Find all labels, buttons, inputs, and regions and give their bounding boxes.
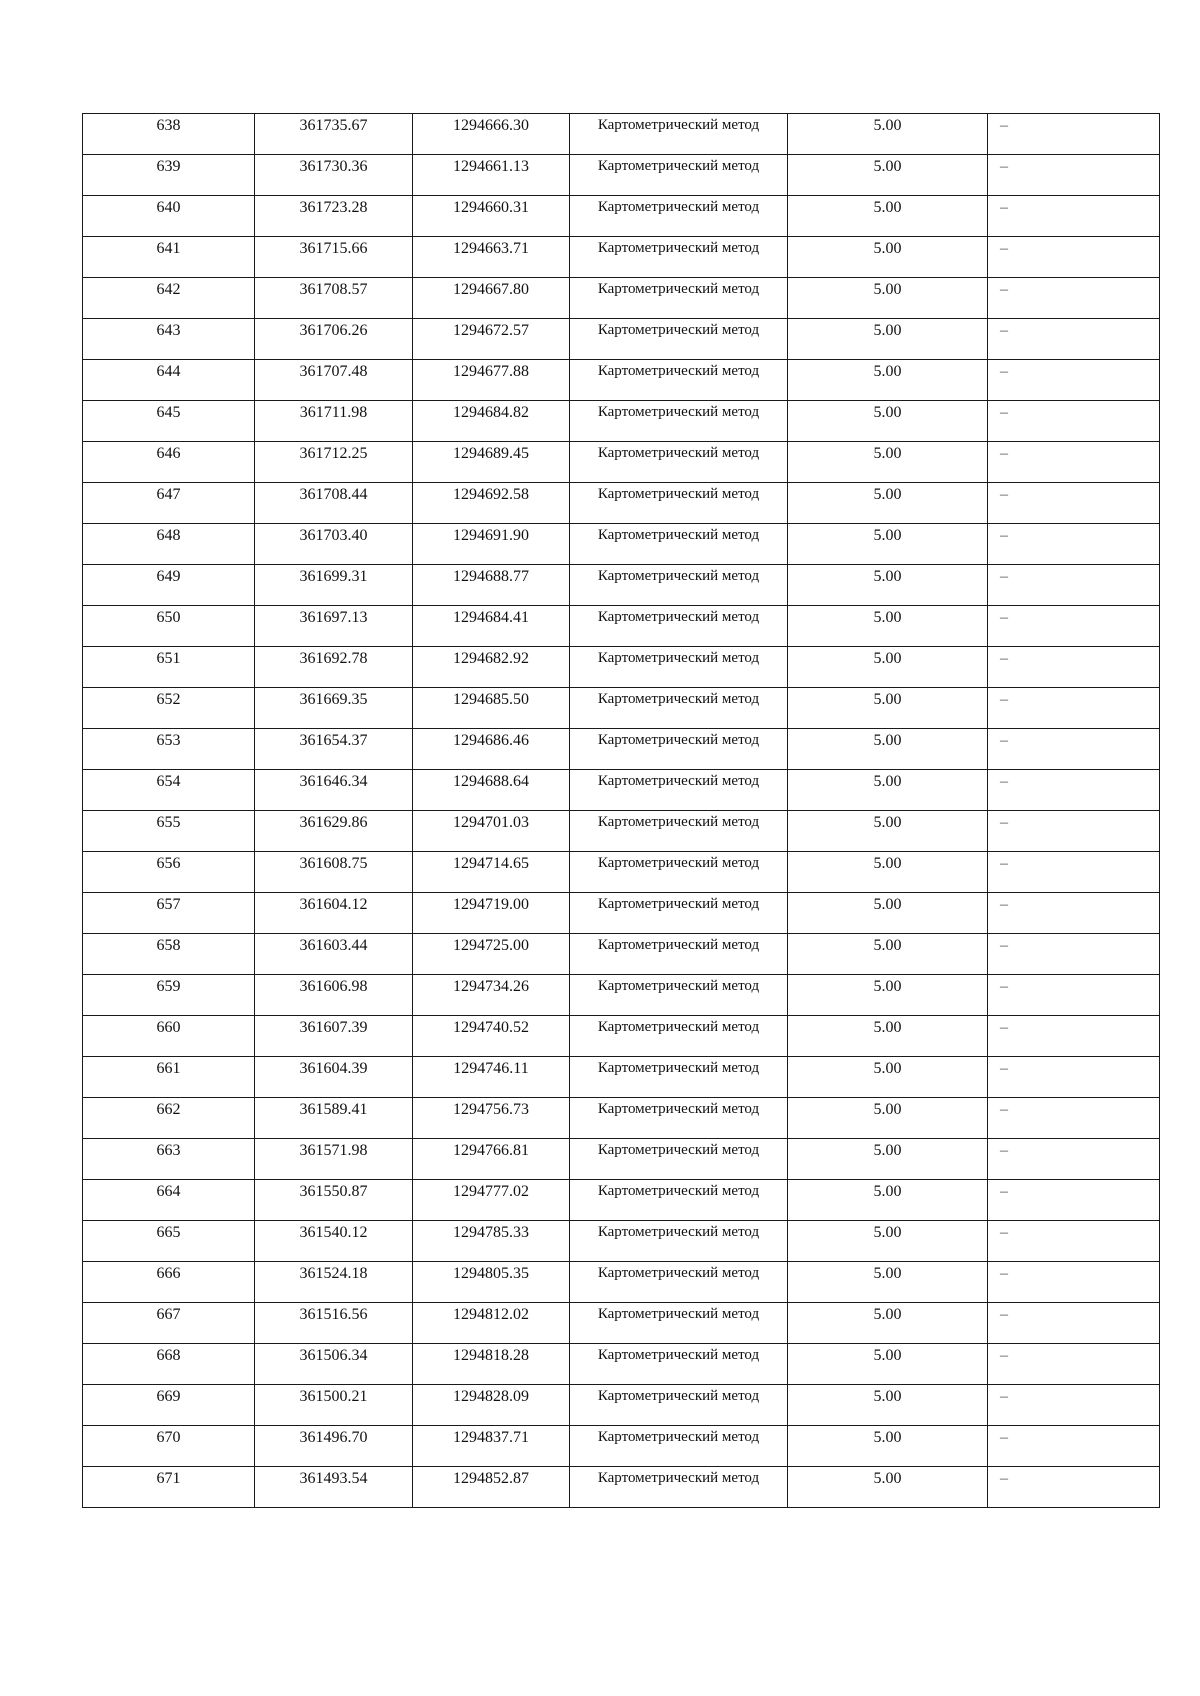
method-cell: Картометрический метод (570, 237, 788, 278)
accuracy-cell: 5.00 (788, 196, 988, 237)
x-coordinate-cell: 361516.56 (255, 1303, 413, 1344)
x-coordinate-cell: 361629.86 (255, 811, 413, 852)
table-row (83, 565, 1160, 606)
table-row (83, 770, 1160, 811)
method-cell: Картометрический метод (570, 770, 788, 811)
table-row (83, 1262, 1160, 1303)
method-cell: Картометрический метод (570, 1180, 788, 1221)
method-cell: Картометрический метод (570, 975, 788, 1016)
x-coordinate-cell: 361500.21 (255, 1385, 413, 1426)
y-coordinate-cell: 1294667.80 (413, 278, 570, 319)
y-coordinate-cell: 1294677.88 (413, 360, 570, 401)
method-cell: Картометрический метод (570, 1221, 788, 1262)
note-cell: – (988, 934, 1160, 975)
table-row (83, 1303, 1160, 1344)
accuracy-cell: 5.00 (788, 647, 988, 688)
y-coordinate-cell: 1294684.41 (413, 606, 570, 647)
x-coordinate-cell: 361711.98 (255, 401, 413, 442)
accuracy-cell: 5.00 (788, 934, 988, 975)
note-cell: – (988, 852, 1160, 893)
accuracy-cell: 5.00 (788, 319, 988, 360)
point-number-cell: 664 (83, 1180, 255, 1221)
method-cell: Картометрический метод (570, 934, 788, 975)
accuracy-cell: 5.00 (788, 155, 988, 196)
accuracy-cell: 5.00 (788, 401, 988, 442)
y-coordinate-cell: 1294828.09 (413, 1385, 570, 1426)
note-cell: – (988, 1221, 1160, 1262)
y-coordinate-cell: 1294734.26 (413, 975, 570, 1016)
method-cell: Картометрический метод (570, 196, 788, 237)
method-cell: Картометрический метод (570, 811, 788, 852)
x-coordinate-cell: 361707.48 (255, 360, 413, 401)
accuracy-cell: 5.00 (788, 442, 988, 483)
x-coordinate-cell: 361524.18 (255, 1262, 413, 1303)
point-number-cell: 651 (83, 647, 255, 688)
point-number-cell: 666 (83, 1262, 255, 1303)
y-coordinate-cell: 1294777.02 (413, 1180, 570, 1221)
accuracy-cell: 5.00 (788, 1180, 988, 1221)
point-number-cell: 660 (83, 1016, 255, 1057)
accuracy-cell: 5.00 (788, 811, 988, 852)
table-row (83, 1016, 1160, 1057)
y-coordinate-cell: 1294740.52 (413, 1016, 570, 1057)
accuracy-cell: 5.00 (788, 483, 988, 524)
method-cell: Картометрический метод (570, 1426, 788, 1467)
table-row (83, 483, 1160, 524)
point-number-cell: 665 (83, 1221, 255, 1262)
x-coordinate-cell: 361589.41 (255, 1098, 413, 1139)
x-coordinate-cell: 361708.44 (255, 483, 413, 524)
point-number-cell: 670 (83, 1426, 255, 1467)
point-number-cell: 657 (83, 893, 255, 934)
note-cell: – (988, 1057, 1160, 1098)
method-cell: Картометрический метод (570, 729, 788, 770)
accuracy-cell: 5.00 (788, 852, 988, 893)
point-number-cell: 641 (83, 237, 255, 278)
table-row (83, 1467, 1160, 1508)
table-row (83, 1180, 1160, 1221)
x-coordinate-cell: 361703.40 (255, 524, 413, 565)
y-coordinate-cell: 1294692.58 (413, 483, 570, 524)
note-cell: – (988, 811, 1160, 852)
point-number-cell: 668 (83, 1344, 255, 1385)
x-coordinate-cell: 361540.12 (255, 1221, 413, 1262)
y-coordinate-cell: 1294818.28 (413, 1344, 570, 1385)
note-cell: – (988, 1426, 1160, 1467)
note-cell: – (988, 1180, 1160, 1221)
y-coordinate-cell: 1294688.64 (413, 770, 570, 811)
note-cell: – (988, 1098, 1160, 1139)
table-row (83, 1057, 1160, 1098)
method-cell: Картометрический метод (570, 278, 788, 319)
x-coordinate-cell: 361603.44 (255, 934, 413, 975)
table-row (83, 114, 1160, 155)
note-cell: – (988, 196, 1160, 237)
note-cell: – (988, 483, 1160, 524)
accuracy-cell: 5.00 (788, 1426, 988, 1467)
method-cell: Картометрический метод (570, 442, 788, 483)
y-coordinate-cell: 1294756.73 (413, 1098, 570, 1139)
table-row (83, 278, 1160, 319)
point-number-cell: 639 (83, 155, 255, 196)
x-coordinate-cell: 361550.87 (255, 1180, 413, 1221)
x-coordinate-cell: 361654.37 (255, 729, 413, 770)
x-coordinate-cell: 361604.12 (255, 893, 413, 934)
x-coordinate-cell: 361606.98 (255, 975, 413, 1016)
point-number-cell: 650 (83, 606, 255, 647)
point-number-cell: 661 (83, 1057, 255, 1098)
method-cell: Картометрический метод (570, 606, 788, 647)
table-row (83, 893, 1160, 934)
method-cell: Картометрический метод (570, 1139, 788, 1180)
y-coordinate-cell: 1294701.03 (413, 811, 570, 852)
coordinates-table (82, 113, 1160, 1508)
point-number-cell: 648 (83, 524, 255, 565)
table-row (83, 155, 1160, 196)
method-cell: Картометрический метод (570, 483, 788, 524)
y-coordinate-cell: 1294714.65 (413, 852, 570, 893)
accuracy-cell: 5.00 (788, 1139, 988, 1180)
table-row (83, 811, 1160, 852)
table-row (83, 852, 1160, 893)
point-number-cell: 645 (83, 401, 255, 442)
note-cell: – (988, 893, 1160, 934)
point-number-cell: 671 (83, 1467, 255, 1508)
accuracy-cell: 5.00 (788, 606, 988, 647)
x-coordinate-cell: 361699.31 (255, 565, 413, 606)
point-number-cell: 654 (83, 770, 255, 811)
method-cell: Картометрический метод (570, 114, 788, 155)
table-row (83, 934, 1160, 975)
method-cell: Картометрический метод (570, 1016, 788, 1057)
y-coordinate-cell: 1294837.71 (413, 1426, 570, 1467)
y-coordinate-cell: 1294666.30 (413, 114, 570, 155)
accuracy-cell: 5.00 (788, 237, 988, 278)
point-number-cell: 662 (83, 1098, 255, 1139)
x-coordinate-cell: 361735.67 (255, 114, 413, 155)
y-coordinate-cell: 1294691.90 (413, 524, 570, 565)
x-coordinate-cell: 361706.26 (255, 319, 413, 360)
point-number-cell: 647 (83, 483, 255, 524)
accuracy-cell: 5.00 (788, 1344, 988, 1385)
accuracy-cell: 5.00 (788, 1221, 988, 1262)
note-cell: – (988, 237, 1160, 278)
method-cell: Картометрический метод (570, 1262, 788, 1303)
method-cell: Картометрический метод (570, 1303, 788, 1344)
x-coordinate-cell: 361608.75 (255, 852, 413, 893)
table-row (83, 524, 1160, 565)
table-row (83, 1426, 1160, 1467)
x-coordinate-cell: 361496.70 (255, 1426, 413, 1467)
y-coordinate-cell: 1294785.33 (413, 1221, 570, 1262)
note-cell: – (988, 565, 1160, 606)
point-number-cell: 643 (83, 319, 255, 360)
table-row (83, 360, 1160, 401)
note-cell: – (988, 1262, 1160, 1303)
table-row (83, 196, 1160, 237)
point-number-cell: 658 (83, 934, 255, 975)
method-cell: Картометрический метод (570, 1057, 788, 1098)
y-coordinate-cell: 1294682.92 (413, 647, 570, 688)
accuracy-cell: 5.00 (788, 1262, 988, 1303)
method-cell: Картометрический метод (570, 647, 788, 688)
y-coordinate-cell: 1294719.00 (413, 893, 570, 934)
note-cell: – (988, 1385, 1160, 1426)
accuracy-cell: 5.00 (788, 1385, 988, 1426)
method-cell: Картометрический метод (570, 319, 788, 360)
y-coordinate-cell: 1294725.00 (413, 934, 570, 975)
accuracy-cell: 5.00 (788, 1016, 988, 1057)
point-number-cell: 649 (83, 565, 255, 606)
x-coordinate-cell: 361506.34 (255, 1344, 413, 1385)
accuracy-cell: 5.00 (788, 1057, 988, 1098)
point-number-cell: 644 (83, 360, 255, 401)
x-coordinate-cell: 361712.25 (255, 442, 413, 483)
note-cell: – (988, 770, 1160, 811)
table-row (83, 1139, 1160, 1180)
note-cell: – (988, 1467, 1160, 1508)
y-coordinate-cell: 1294661.13 (413, 155, 570, 196)
point-number-cell: 640 (83, 196, 255, 237)
y-coordinate-cell: 1294812.02 (413, 1303, 570, 1344)
note-cell: – (988, 278, 1160, 319)
accuracy-cell: 5.00 (788, 360, 988, 401)
note-cell: – (988, 155, 1160, 196)
x-coordinate-cell: 361730.36 (255, 155, 413, 196)
accuracy-cell: 5.00 (788, 975, 988, 1016)
method-cell: Картометрический метод (570, 524, 788, 565)
table-row (83, 1344, 1160, 1385)
note-cell: – (988, 606, 1160, 647)
accuracy-cell: 5.00 (788, 565, 988, 606)
x-coordinate-cell: 361571.98 (255, 1139, 413, 1180)
point-number-cell: 653 (83, 729, 255, 770)
point-number-cell: 667 (83, 1303, 255, 1344)
accuracy-cell: 5.00 (788, 688, 988, 729)
table-row (83, 1385, 1160, 1426)
accuracy-cell: 5.00 (788, 114, 988, 155)
note-cell: – (988, 114, 1160, 155)
note-cell: – (988, 688, 1160, 729)
x-coordinate-cell: 361604.39 (255, 1057, 413, 1098)
note-cell: – (988, 975, 1160, 1016)
x-coordinate-cell: 361708.57 (255, 278, 413, 319)
method-cell: Картометрический метод (570, 1467, 788, 1508)
point-number-cell: 638 (83, 114, 255, 155)
method-cell: Картометрический метод (570, 852, 788, 893)
table-row (83, 606, 1160, 647)
table-row (83, 1221, 1160, 1262)
table-row (83, 319, 1160, 360)
note-cell: – (988, 319, 1160, 360)
table-row (83, 401, 1160, 442)
point-number-cell: 646 (83, 442, 255, 483)
note-cell: – (988, 647, 1160, 688)
method-cell: Картометрический метод (570, 401, 788, 442)
y-coordinate-cell: 1294672.57 (413, 319, 570, 360)
coordinates-table-body (83, 114, 1160, 1508)
y-coordinate-cell: 1294685.50 (413, 688, 570, 729)
x-coordinate-cell: 361697.13 (255, 606, 413, 647)
point-number-cell: 659 (83, 975, 255, 1016)
note-cell: – (988, 1016, 1160, 1057)
table-row (83, 729, 1160, 770)
x-coordinate-cell: 361669.35 (255, 688, 413, 729)
y-coordinate-cell: 1294852.87 (413, 1467, 570, 1508)
y-coordinate-cell: 1294684.82 (413, 401, 570, 442)
y-coordinate-cell: 1294766.81 (413, 1139, 570, 1180)
y-coordinate-cell: 1294746.11 (413, 1057, 570, 1098)
x-coordinate-cell: 361692.78 (255, 647, 413, 688)
table-row (83, 647, 1160, 688)
table-row (83, 237, 1160, 278)
accuracy-cell: 5.00 (788, 278, 988, 319)
accuracy-cell: 5.00 (788, 893, 988, 934)
note-cell: – (988, 1344, 1160, 1385)
x-coordinate-cell: 361607.39 (255, 1016, 413, 1057)
y-coordinate-cell: 1294805.35 (413, 1262, 570, 1303)
table-row (83, 442, 1160, 483)
point-number-cell: 642 (83, 278, 255, 319)
point-number-cell: 655 (83, 811, 255, 852)
y-coordinate-cell: 1294663.71 (413, 237, 570, 278)
note-cell: – (988, 729, 1160, 770)
method-cell: Картометрический метод (570, 1344, 788, 1385)
point-number-cell: 663 (83, 1139, 255, 1180)
method-cell: Картометрический метод (570, 893, 788, 934)
method-cell: Картометрический метод (570, 1385, 788, 1426)
y-coordinate-cell: 1294689.45 (413, 442, 570, 483)
table-row (83, 1098, 1160, 1139)
method-cell: Картометрический метод (570, 688, 788, 729)
accuracy-cell: 5.00 (788, 729, 988, 770)
accuracy-cell: 5.00 (788, 1098, 988, 1139)
note-cell: – (988, 360, 1160, 401)
accuracy-cell: 5.00 (788, 524, 988, 565)
y-coordinate-cell: 1294688.77 (413, 565, 570, 606)
table-row (83, 688, 1160, 729)
accuracy-cell: 5.00 (788, 1303, 988, 1344)
method-cell: Картометрический метод (570, 1098, 788, 1139)
point-number-cell: 669 (83, 1385, 255, 1426)
x-coordinate-cell: 361723.28 (255, 196, 413, 237)
method-cell: Картометрический метод (570, 360, 788, 401)
accuracy-cell: 5.00 (788, 1467, 988, 1508)
note-cell: – (988, 401, 1160, 442)
y-coordinate-cell: 1294660.31 (413, 196, 570, 237)
method-cell: Картометрический метод (570, 155, 788, 196)
note-cell: – (988, 442, 1160, 483)
x-coordinate-cell: 361493.54 (255, 1467, 413, 1508)
accuracy-cell: 5.00 (788, 770, 988, 811)
method-cell: Картометрический метод (570, 565, 788, 606)
point-number-cell: 652 (83, 688, 255, 729)
x-coordinate-cell: 361715.66 (255, 237, 413, 278)
point-number-cell: 656 (83, 852, 255, 893)
y-coordinate-cell: 1294686.46 (413, 729, 570, 770)
note-cell: – (988, 1139, 1160, 1180)
note-cell: – (988, 1303, 1160, 1344)
table-row (83, 975, 1160, 1016)
note-cell: – (988, 524, 1160, 565)
x-coordinate-cell: 361646.34 (255, 770, 413, 811)
